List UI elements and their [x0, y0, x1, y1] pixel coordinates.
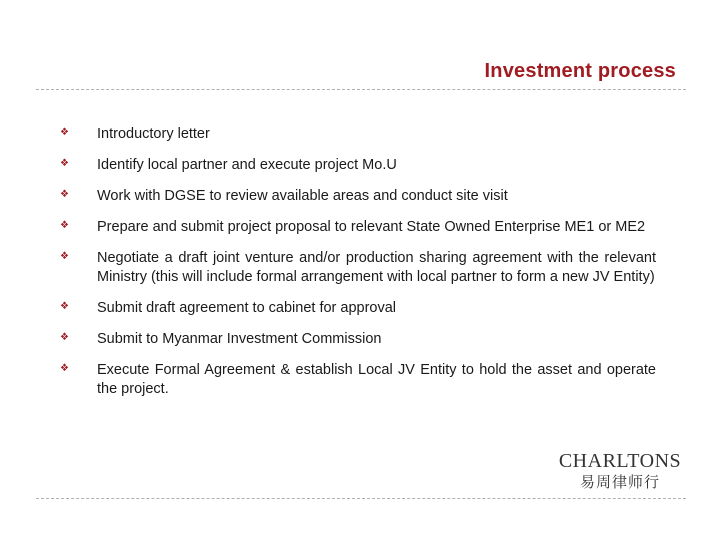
list-item-text: Submit draft agreement to cabinet for approval	[97, 300, 397, 316]
list-item-text: Execute Formal Agreement & establish Local JV Entity to hold the asset and operate the project.	[97, 362, 656, 397]
list-item	[60, 361, 656, 399]
logo-name: CHARLTONS	[558, 450, 682, 472]
diamond-bullet-icon: ❖	[60, 332, 69, 343]
list-item-text: Identify local partner and execute project Mo.U	[97, 157, 397, 173]
diamond-bullet-icon: ❖	[60, 363, 69, 374]
top-divider	[36, 89, 686, 90]
list-item-text: Prepare and submit project proposal to relevant State Owned Enterprise ME1 or ME2	[97, 219, 646, 235]
list-item-text: Work with DGSE to review available areas and conduct site visit	[97, 188, 508, 204]
list-item	[60, 249, 656, 287]
diamond-bullet-icon: ❖	[60, 189, 69, 200]
diamond-bullet-icon: ❖	[60, 127, 69, 138]
list-item	[60, 125, 656, 144]
diamond-bullet-icon: ❖	[60, 251, 69, 262]
charltons-logo	[554, 450, 686, 496]
list-item	[60, 218, 656, 237]
list-item-text: Negotiate a draft joint venture and/or production sharing agreement with the relevant Ministry (this will include formal arrangement with local partner to form a new JV Entity)	[97, 250, 656, 285]
list-item	[60, 187, 656, 206]
list-item	[60, 299, 656, 318]
diamond-bullet-icon: ❖	[60, 301, 69, 312]
diamond-bullet-icon: ❖	[60, 158, 69, 169]
diamond-bullet-icon: ❖	[60, 220, 69, 231]
list-item-text: Submit to Myanmar Investment Commission	[97, 331, 382, 347]
list-item-text: Introductory letter	[97, 126, 210, 142]
list-item	[60, 156, 656, 175]
bottom-divider	[36, 498, 686, 499]
logo-chinese: 易周律师行	[579, 473, 660, 491]
page-title: Investment process	[484, 60, 676, 82]
list-item	[60, 330, 656, 349]
bullet-list	[60, 125, 656, 411]
